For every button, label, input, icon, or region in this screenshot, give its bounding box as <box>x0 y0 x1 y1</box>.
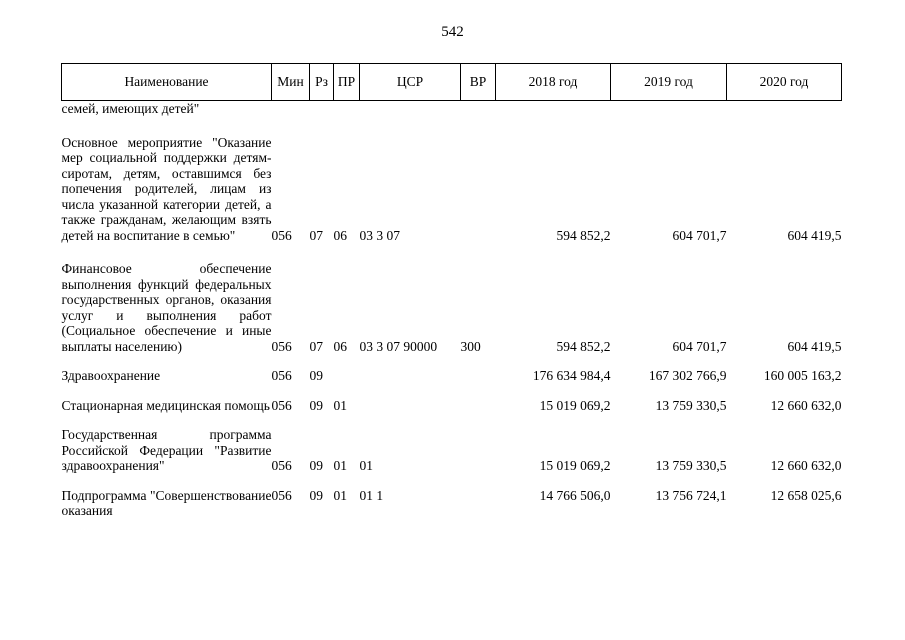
row-rz: 09 <box>309 458 323 473</box>
row-csr <box>360 368 461 384</box>
row-pr: 01 <box>333 397 347 413</box>
row-2020: 12 660 632,0 <box>770 458 842 473</box>
row-csr: 01 <box>359 458 373 473</box>
row-2018: 14 766 506,0 <box>539 487 611 503</box>
table-row <box>62 488 842 519</box>
row-rz: 07 <box>309 227 323 243</box>
header-2020: 2020 год <box>727 64 842 101</box>
row-2018: 15 019 069,2 <box>539 458 611 473</box>
row-2019: 13 759 330,5 <box>655 458 727 473</box>
row-vr <box>461 427 496 474</box>
row-2019: 604 701,7 <box>672 227 727 243</box>
row-2018: 594 852,2 <box>556 338 611 354</box>
row-name: Финансовое обеспечение выполнения функций федеральных государственных органов, оказания услуг и выполнения работ (Социальное обеспечение и иные выплаты населению) <box>61 261 272 354</box>
row-pr <box>334 101 360 117</box>
budget-table <box>61 63 842 519</box>
row-2020: 604 419,5 <box>787 338 842 354</box>
row-vr <box>461 135 496 244</box>
row-vr <box>461 398 496 414</box>
row-2018: 594 852,2 <box>556 227 611 243</box>
table-row <box>62 427 842 474</box>
row-csr: 01 1 <box>359 487 384 503</box>
header-name: Наименование <box>62 64 272 101</box>
row-csr: 03 3 07 90000 <box>359 338 438 354</box>
row-2020: 160 005 163,2 <box>763 368 842 383</box>
row-vr <box>461 488 496 519</box>
row-name: Подпрограмма "Совершенствование оказания <box>61 487 272 518</box>
row-2019: 13 756 724,1 <box>655 487 727 503</box>
row-2020: 12 660 632,0 <box>770 397 842 413</box>
row-2020 <box>727 101 842 117</box>
row-rz: 09 <box>309 487 323 503</box>
row-2019: 13 759 330,5 <box>655 397 727 413</box>
table-row <box>62 368 842 384</box>
row-min: 056 <box>271 368 292 383</box>
header-min: Мин <box>272 64 310 101</box>
row-name: Основное мероприятие "Оказание мер социальной поддержки детям-сиротам, детям, оставшимся без попечения родителей, лицам из числа указанной категории детей, а также гражданам, желающим взять детей на воспитание в семью" <box>61 134 272 243</box>
row-2020: 12 658 025,6 <box>770 487 842 503</box>
row-min: 056 <box>271 487 292 503</box>
row-vr <box>461 368 496 384</box>
header-csr: ЦСР <box>360 64 461 101</box>
row-vr <box>461 101 496 117</box>
row-min: 056 <box>271 338 292 354</box>
row-2018 <box>496 101 611 117</box>
header-2018: 2018 год <box>496 64 611 101</box>
row-name: Здравоохранение <box>61 368 161 383</box>
row-min: 056 <box>271 227 292 243</box>
row-min <box>272 101 310 117</box>
row-vr: 300 <box>460 338 481 354</box>
row-rz: 09 <box>309 368 323 383</box>
table-row <box>62 101 842 117</box>
row-pr: 06 <box>333 227 347 243</box>
row-2020: 604 419,5 <box>787 227 842 243</box>
row-2019 <box>611 101 727 117</box>
row-pr: 06 <box>333 338 347 354</box>
row-pr: 01 <box>333 458 347 473</box>
row-rz: 09 <box>309 397 323 413</box>
row-rz: 07 <box>309 338 323 354</box>
row-min: 056 <box>271 397 292 413</box>
row-min: 056 <box>271 458 292 473</box>
row-rz <box>310 101 334 117</box>
table-row <box>62 398 842 414</box>
row-2018: 176 634 984,4 <box>532 368 611 383</box>
row-pr: 01 <box>333 487 347 503</box>
table-row <box>62 261 842 354</box>
row-pr <box>334 368 360 384</box>
table-header-row <box>62 64 842 101</box>
row-2019: 604 701,7 <box>672 338 727 354</box>
page-number: 542 <box>441 24 464 40</box>
row-2018: 15 019 069,2 <box>539 397 611 413</box>
header-rz: Рз <box>310 64 334 101</box>
table-row <box>62 135 842 244</box>
row-csr <box>360 101 461 117</box>
row-csr <box>360 398 461 414</box>
header-vr: ВР <box>461 64 496 101</box>
header-pr: ПР <box>334 64 360 101</box>
row-name: Стационарная медицинская помощь <box>61 397 270 413</box>
row-2019: 167 302 766,9 <box>648 368 727 383</box>
row-csr: 03 3 07 <box>359 227 400 243</box>
row-name: Государственная программа Российской Федерации "Развитие здравоохранения" <box>61 427 272 473</box>
header-2019: 2019 год <box>611 64 727 101</box>
row-name: семей, имеющих детей" <box>61 101 200 116</box>
